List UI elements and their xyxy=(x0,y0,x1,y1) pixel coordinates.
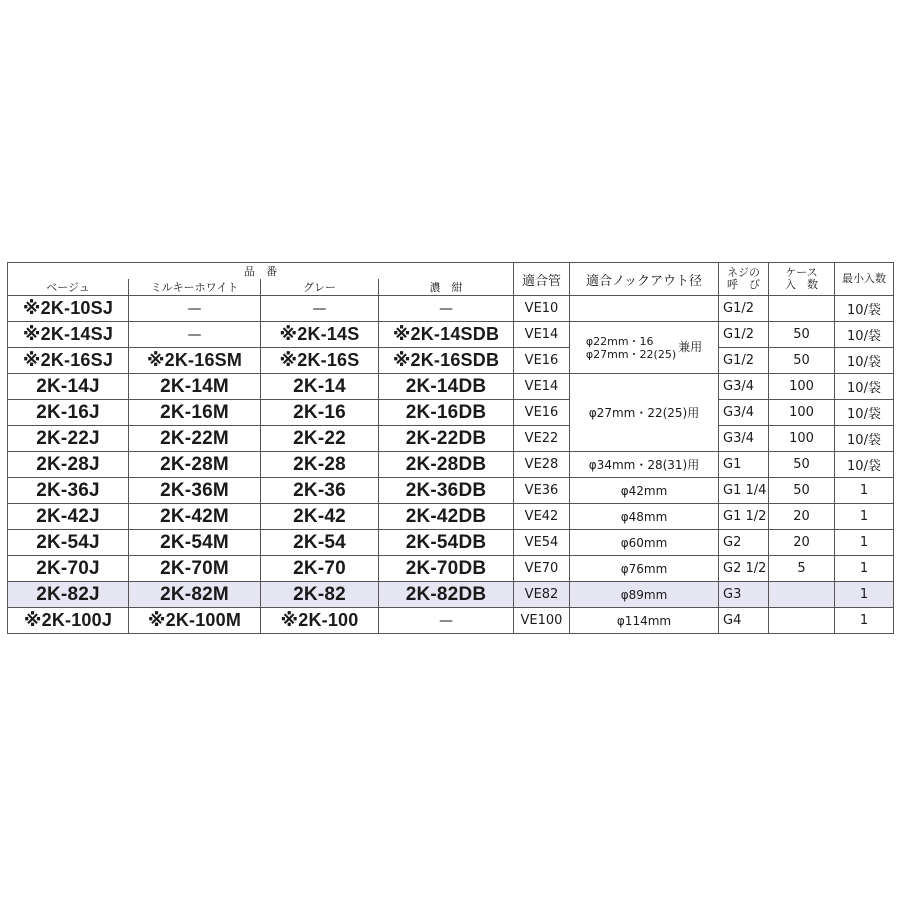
cell-knockout-dual xyxy=(570,322,719,374)
header-pipe: 適合管 xyxy=(514,263,570,296)
cell-gray: 2K-70 xyxy=(261,556,379,582)
cell-gray: 2K-14 xyxy=(261,374,379,400)
cell-pipe: VE70 xyxy=(514,556,570,582)
cell-min: 1 xyxy=(835,582,894,608)
cell-beige: 2K-14J xyxy=(8,374,129,400)
header-knockout: 適合ノックアウト径 xyxy=(570,263,719,296)
cell-milky: 2K-42M xyxy=(129,504,261,530)
cell-milky: ※2K-16SM xyxy=(129,348,261,374)
cell-gray: 2K-22 xyxy=(261,426,379,452)
spec-table xyxy=(7,262,894,634)
cell-case xyxy=(769,296,835,322)
cell-knockout-g27: φ27mm・22(25)用 xyxy=(570,374,719,452)
cell-min: 10/袋 xyxy=(835,452,894,478)
table-row xyxy=(8,296,894,322)
cell-beige: 2K-82J xyxy=(8,582,129,608)
knockout-dual-line-2: φ27mm・22(25) xyxy=(585,347,677,361)
header-milky-white: ミルキーホワイト xyxy=(129,279,261,296)
cell-thread: G3/4 xyxy=(719,426,769,452)
header-navy: 濃 紺 xyxy=(379,279,514,296)
header-beige: ベージュ xyxy=(8,279,129,296)
cell-milky: 2K-82M xyxy=(129,582,261,608)
knockout-dual-lines xyxy=(586,335,676,361)
cell-knockout xyxy=(570,296,719,322)
cell-gray: 2K-28 xyxy=(261,452,379,478)
cell-beige: ※2K-14SJ xyxy=(8,322,129,348)
cell-case: 5 xyxy=(769,556,835,582)
cell-beige: 2K-36J xyxy=(8,478,129,504)
header-part-number: 品 番 xyxy=(8,263,514,280)
cell-milky: 2K-28M xyxy=(129,452,261,478)
cell-beige: ※2K-100J xyxy=(8,608,129,634)
cell-min: 1 xyxy=(835,556,894,582)
cell-thread: G1/2 xyxy=(719,322,769,348)
cell-case: 50 xyxy=(769,322,835,348)
cell-pipe: VE10 xyxy=(514,296,570,322)
cell-min: 10/袋 xyxy=(835,348,894,374)
cell-case xyxy=(769,582,835,608)
cell-knockout: φ60mm xyxy=(570,530,719,556)
cell-thread: G2 1/2 xyxy=(719,556,769,582)
cell-milky: 2K-22M xyxy=(129,426,261,452)
cell-navy: 2K-70DB xyxy=(379,556,514,582)
cell-min: 1 xyxy=(835,478,894,504)
cell-pipe: VE14 xyxy=(514,322,570,348)
cell-min: 10/袋 xyxy=(835,426,894,452)
cell-thread: G3/4 xyxy=(719,400,769,426)
table-row xyxy=(8,556,894,582)
cell-milky: 2K-16M xyxy=(129,400,261,426)
cell-knockout: φ34mm・28(31)用 xyxy=(570,452,719,478)
knockout-dual-suffix: 兼用 xyxy=(678,340,703,354)
table-row-highlighted xyxy=(8,582,894,608)
cell-min: 1 xyxy=(835,530,894,556)
cell-milky: 2K-36M xyxy=(129,478,261,504)
cell-thread: G1/2 xyxy=(719,348,769,374)
header-thread-line-2: 呼 び xyxy=(727,278,760,291)
cell-thread: G1 1/2 xyxy=(719,504,769,530)
header-thread-line-1: ネジの xyxy=(727,266,760,279)
cell-navy: 2K-42DB xyxy=(379,504,514,530)
cell-min: 10/袋 xyxy=(835,400,894,426)
header-thread xyxy=(719,263,769,296)
cell-beige: ※2K-10SJ xyxy=(8,296,129,322)
cell-gray: ※2K-16S xyxy=(261,348,379,374)
cell-case: 50 xyxy=(769,348,835,374)
cell-thread: G1 1/4 xyxy=(719,478,769,504)
cell-knockout: φ76mm xyxy=(570,556,719,582)
cell-navy: 2K-22DB xyxy=(379,426,514,452)
cell-pipe: VE14 xyxy=(514,374,570,400)
cell-milky: 2K-70M xyxy=(129,556,261,582)
cell-pipe: VE28 xyxy=(514,452,570,478)
cell-pipe: VE42 xyxy=(514,504,570,530)
cell-pipe: VE54 xyxy=(514,530,570,556)
table-row xyxy=(8,530,894,556)
cell-pipe: VE22 xyxy=(514,426,570,452)
cell-milky: 2K-14M xyxy=(129,374,261,400)
cell-knockout: φ114mm xyxy=(570,608,719,634)
cell-case: 100 xyxy=(769,400,835,426)
cell-case xyxy=(769,608,835,634)
cell-pipe: VE16 xyxy=(514,400,570,426)
table-row xyxy=(8,608,894,634)
knockout-dual-line-1: φ22mm・16 xyxy=(585,334,654,348)
table-row xyxy=(8,452,894,478)
cell-navy: — xyxy=(379,296,514,322)
cell-milky: — xyxy=(129,296,261,322)
cell-navy: ※2K-16SDB xyxy=(379,348,514,374)
cell-case: 100 xyxy=(769,374,835,400)
cell-gray: 2K-82 xyxy=(261,582,379,608)
cell-thread: G2 xyxy=(719,530,769,556)
cell-navy: 2K-14DB xyxy=(379,374,514,400)
table-row xyxy=(8,374,894,400)
cell-knockout: φ48mm xyxy=(570,504,719,530)
cell-case: 50 xyxy=(769,478,835,504)
cell-case: 100 xyxy=(769,426,835,452)
cell-case: 50 xyxy=(769,452,835,478)
cell-pipe: VE82 xyxy=(514,582,570,608)
cell-min: 10/袋 xyxy=(835,374,894,400)
cell-case: 20 xyxy=(769,530,835,556)
cell-gray: — xyxy=(261,296,379,322)
cell-beige: 2K-42J xyxy=(8,504,129,530)
header-min-qty: 最小入数 xyxy=(835,263,894,296)
table-row xyxy=(8,478,894,504)
cell-gray: 2K-16 xyxy=(261,400,379,426)
cell-navy: 2K-82DB xyxy=(379,582,514,608)
table-row xyxy=(8,426,894,452)
cell-min: 10/袋 xyxy=(835,296,894,322)
cell-pipe: VE100 xyxy=(514,608,570,634)
table-row xyxy=(8,504,894,530)
cell-milky: — xyxy=(129,322,261,348)
cell-navy: — xyxy=(379,608,514,634)
header-case-line-1: ケース xyxy=(785,266,818,279)
cell-knockout: φ42mm xyxy=(570,478,719,504)
cell-gray: ※2K-100 xyxy=(261,608,379,634)
cell-pipe: VE16 xyxy=(514,348,570,374)
cell-beige: 2K-16J xyxy=(8,400,129,426)
table-row xyxy=(8,400,894,426)
cell-gray: ※2K-14S xyxy=(261,322,379,348)
header-case xyxy=(769,263,835,296)
cell-pipe: VE36 xyxy=(514,478,570,504)
cell-beige: ※2K-16SJ xyxy=(8,348,129,374)
cell-min: 1 xyxy=(835,504,894,530)
cell-gray: 2K-36 xyxy=(261,478,379,504)
cell-navy: ※2K-14SDB xyxy=(379,322,514,348)
cell-thread: G4 xyxy=(719,608,769,634)
cell-thread: G1 xyxy=(719,452,769,478)
header-row-1 xyxy=(8,263,894,280)
cell-gray: 2K-42 xyxy=(261,504,379,530)
cell-beige: 2K-28J xyxy=(8,452,129,478)
cell-beige: 2K-22J xyxy=(8,426,129,452)
cell-case: 20 xyxy=(769,504,835,530)
cell-navy: 2K-54DB xyxy=(379,530,514,556)
cell-navy: 2K-16DB xyxy=(379,400,514,426)
cell-navy: 2K-36DB xyxy=(379,478,514,504)
cell-knockout: φ89mm xyxy=(570,582,719,608)
cell-beige: 2K-70J xyxy=(8,556,129,582)
table-row xyxy=(8,348,894,374)
cell-gray: 2K-54 xyxy=(261,530,379,556)
cell-milky: ※2K-100M xyxy=(129,608,261,634)
cell-beige: 2K-54J xyxy=(8,530,129,556)
cell-min: 1 xyxy=(835,608,894,634)
cell-milky: 2K-54M xyxy=(129,530,261,556)
cell-thread: G3/4 xyxy=(719,374,769,400)
cell-navy: 2K-28DB xyxy=(379,452,514,478)
cell-min: 10/袋 xyxy=(835,322,894,348)
header-case-line-2: 入 数 xyxy=(785,278,818,291)
cell-thread: G1/2 xyxy=(719,296,769,322)
cell-thread: G3 xyxy=(719,582,769,608)
table-row xyxy=(8,322,894,348)
header-gray: グレー xyxy=(261,279,379,296)
